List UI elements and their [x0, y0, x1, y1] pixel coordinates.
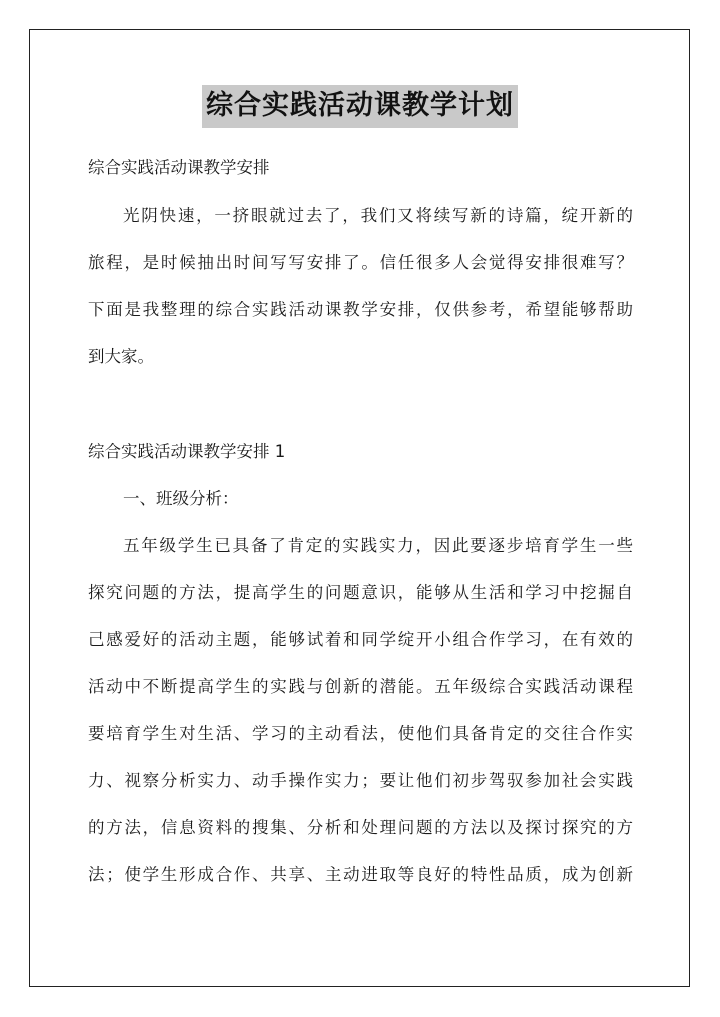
sub-heading: 一、班级分析：	[123, 489, 239, 508]
intro-line-2: 旅程，是时候抽出时间写写安排了。信任很多人会觉得安排很难写？	[88, 253, 633, 272]
body-line-6: 力、视察分析实力、动手操作实力；要让他们初步驾驭参加社会实践	[88, 771, 633, 790]
intro-line-1: 光阴快速，一挤眼就过去了，我们又将续写新的诗篇，绽开新的	[123, 206, 633, 225]
body-line-3: 己感爱好的活动主题，能够试着和同学绽开小组合作学习，在有效的	[88, 630, 633, 649]
document-subtitle: 综合实践活动课教学安排	[88, 158, 270, 177]
section-title: 综合实践活动课教学安排 1	[88, 442, 286, 461]
document-title-text: 综合实践活动课教学计划	[202, 85, 518, 128]
body-line-1: 五年级学生已具备了肯定的实践实力，因此要逐步培育学生一些	[123, 536, 633, 555]
intro-line-3: 下面是我整理的综合实践活动课教学安排，仅供参考，希望能够帮助	[88, 300, 633, 319]
document-title	[0, 84, 720, 128]
body-line-8: 法；使学生形成合作、共享、主动进取等良好的特性品质，成为创新	[88, 865, 633, 884]
body-line-2: 探究问题的方法，提高学生的问题意识，能够从生活和学习中挖掘自	[88, 583, 633, 602]
body-line-7: 的方法，信息资料的搜集、分析和处理问题的方法以及探讨探究的方	[88, 818, 633, 837]
intro-line-4: 到大家。	[88, 347, 154, 366]
body-line-4: 活动中不断提高学生的实践与创新的潜能。五年级综合实践活动课程	[88, 677, 633, 696]
body-line-5: 要培育学生对生活、学习的主动看法，使他们具备肯定的交往合作实	[88, 724, 633, 743]
